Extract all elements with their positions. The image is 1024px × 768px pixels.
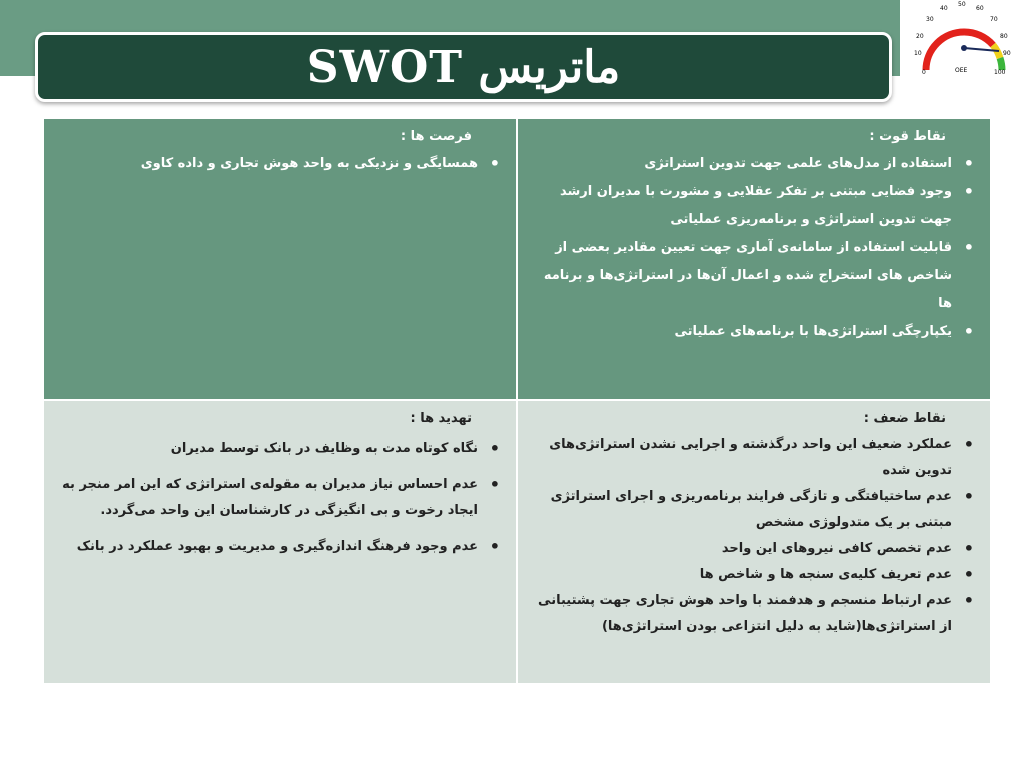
gauge-tick: 30 (926, 16, 934, 23)
threats-heading: تهدید ها : (410, 411, 472, 426)
title-banner (35, 32, 892, 102)
gauge-label: OEE (955, 67, 968, 74)
opportunities-cell (44, 119, 518, 401)
weaknesses-cell (518, 401, 990, 683)
list-item: • عدم ارتباط منسجم و هدفمند با واحد هوش تجاری جهت پشتیبانی از استراتژی‌ها(شاید به دلیل انتزاعی بودن استراتژی‌ها) (528, 588, 952, 640)
opportunities-list (54, 150, 502, 178)
list-item: • عدم تعریف کلیه‌ی سنجه ها و شاخص ها (528, 562, 952, 588)
strengths-heading: نقاط قوت : (869, 129, 946, 144)
list-item: • عدم ساختیافتگی و تازگی فرایند برنامه‌ریزی و اجرای استراتژی مبتنی بر یک متدولوژی مشخص (528, 484, 952, 536)
opportunities-heading: فرصت ها : (400, 129, 472, 144)
list-item: • همسایگی و نزدیکی به واحد هوش تجاری و داده کاوی (54, 150, 478, 178)
oee-gauge-logo (904, 0, 1024, 76)
gauge-tick: 90 (1003, 50, 1011, 57)
list-item: • عملکرد ضعیف این واحد درگذشته و اجرایی نشدن استراتژی‌های تدوین شده (528, 432, 952, 484)
list-item: • عدم تخصص کافی نیروهای این واحد (528, 536, 952, 562)
gauge-tick: 40 (940, 5, 948, 12)
gauge-tick: 80 (1000, 33, 1008, 40)
gauge-tick: 50 (958, 1, 966, 8)
gauge-tick: 0 (922, 69, 926, 76)
gauge-tick: 70 (990, 16, 998, 23)
gauge-tick: 100 (994, 69, 1006, 76)
list-item: • وجود فضایی مبتنی بر تفکر عقلایی و مشورت با مدیران ارشد جهت تدوین استراتژی و برنامه‌ریزی عملیاتی (528, 178, 952, 234)
list-item: • استفاده از مدل‌های علمی جهت تدوین استراتژی (528, 150, 952, 178)
strengths-cell (518, 119, 990, 401)
swot-matrix (43, 118, 989, 682)
list-item: • قابلیت استفاده از سامانه‌ی آماری جهت تعیین مقادیر بعضی از شاخص های استخراج شده و اعمال آن‌ها در استراتژی‌ها و برنامه ها (528, 234, 952, 318)
list-item: • نگاه کوتاه مدت به وظایف در بانک توسط مدیران (54, 436, 478, 462)
page-title: ماتریس SWOT (306, 41, 621, 93)
gauge-icon (904, 0, 1024, 76)
gauge-tick: 10 (914, 50, 922, 57)
weaknesses-list (528, 432, 976, 640)
list-item: • عدم احساس نیاز مدیران به مقوله‌ی استراتژی که این امر منجر به ایجاد رخوت و بی انگیزگی در کارشناسان این واحد می‌گردد. (54, 472, 478, 524)
threats-cell (44, 401, 518, 683)
gauge-tick: 60 (976, 5, 984, 12)
gauge-tick: 20 (916, 33, 924, 40)
list-item: • عدم وجود فرهنگ اندازه‌گیری و مدیریت و بهبود عملکرد در بانک (54, 534, 478, 560)
list-item: • یکپارچگی استراتژی‌ها با برنامه‌های عملیاتی (528, 318, 952, 346)
strengths-list (528, 150, 976, 346)
weaknesses-heading: نقاط ضعف : (863, 411, 946, 426)
threats-list (54, 436, 502, 560)
